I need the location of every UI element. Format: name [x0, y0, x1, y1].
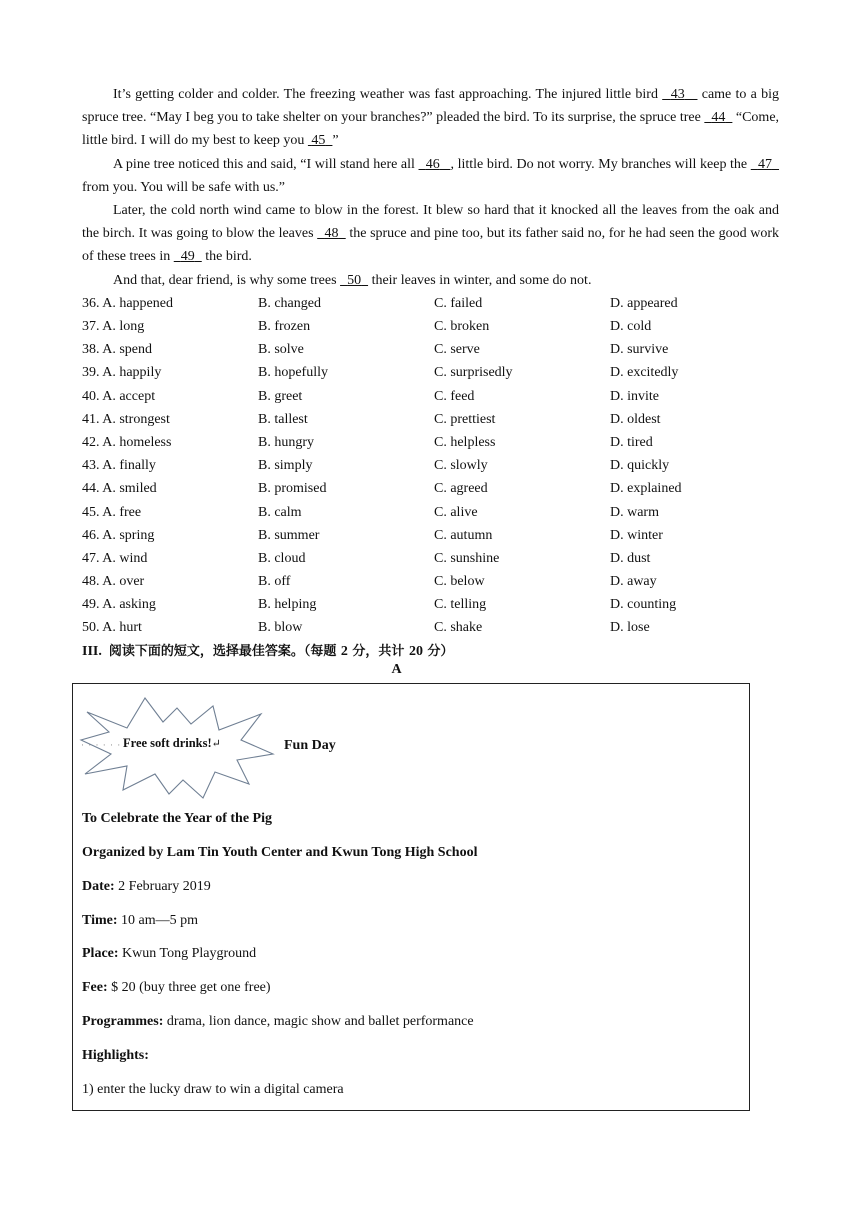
option-row	[82, 570, 779, 593]
option-d[interactable]: D. winter	[610, 527, 663, 543]
option-a[interactable]	[82, 477, 258, 500]
option-b[interactable]: B. frozen	[258, 319, 311, 335]
option-row	[82, 315, 779, 338]
option-c[interactable]: C. broken	[434, 319, 490, 335]
option-row	[82, 477, 779, 500]
option-a-label: A. smiled	[102, 481, 157, 497]
option-d[interactable]: D. lose	[610, 620, 650, 636]
notice-title: Fun Day	[284, 738, 336, 753]
option-d[interactable]: D. warm	[610, 504, 659, 520]
blank-47[interactable]: 47	[757, 156, 772, 172]
notice-highlights: Highlights:	[82, 1048, 149, 1063]
question-number: 43.	[82, 458, 100, 474]
notice-celebrate: To Celebrate the Year of the Pig	[82, 811, 272, 826]
option-a[interactable]	[82, 338, 258, 361]
question-number: 48.	[82, 574, 100, 590]
paragraph-2: A pine tree noticed this and said, “I will stand here all 46 , little bird. Do not worry. My branches will keep the 47 from you. You will be safe with us.”	[82, 153, 779, 199]
option-d[interactable]: D. survive	[610, 342, 669, 358]
passage-letter: A	[391, 662, 402, 677]
question-number: 42.	[82, 434, 100, 450]
blank-43[interactable]: 43	[670, 87, 685, 102]
question-number: 50.	[82, 620, 100, 636]
option-a-label: A. asking	[102, 597, 156, 613]
option-b[interactable]: B. hungry	[258, 434, 314, 450]
option-a-label: A. free	[102, 504, 142, 520]
option-d[interactable]: D. tired	[610, 434, 653, 450]
option-b[interactable]: B. simply	[258, 458, 313, 474]
question-number: 41.	[82, 411, 100, 427]
notice-highlight-1: 1) enter the lucky draw to win a digital camera	[82, 1082, 344, 1097]
option-row	[82, 454, 779, 477]
option-a[interactable]	[82, 315, 258, 338]
option-a[interactable]	[82, 593, 258, 616]
option-a[interactable]	[82, 454, 258, 477]
notice-fee: Fee: $ 20 (buy three get one free)	[82, 980, 271, 995]
option-row	[82, 338, 779, 361]
option-b[interactable]: B. calm	[258, 504, 302, 520]
question-number: 36.	[82, 295, 100, 311]
option-a-label: A. homeless	[102, 434, 172, 450]
notice-box	[72, 683, 750, 1111]
option-a-label: A. happened	[102, 295, 173, 311]
blank-48[interactable]: 48	[324, 226, 339, 242]
question-number: 47.	[82, 550, 100, 566]
option-d[interactable]: D. counting	[610, 597, 677, 613]
option-c[interactable]: C. helpless	[434, 434, 496, 450]
option-a-label: A. happily	[102, 365, 162, 381]
option-a-label: A. over	[102, 574, 145, 590]
option-c[interactable]: C. autumn	[434, 527, 493, 543]
option-b[interactable]: B. cloud	[258, 550, 306, 566]
notice-place: Place: Kwun Tong Playground	[82, 946, 257, 961]
question-number: 37.	[82, 319, 100, 335]
question-number: 46.	[82, 527, 100, 543]
option-c[interactable]: C. slowly	[434, 458, 488, 474]
option-a-label: A. hurt	[102, 620, 142, 636]
option-c[interactable]: C. feed	[434, 388, 475, 404]
option-c[interactable]: C. failed	[434, 295, 483, 311]
option-a[interactable]	[82, 547, 258, 570]
options-list	[82, 292, 779, 640]
blank-46[interactable]: 46	[425, 156, 440, 172]
option-b[interactable]: B. solve	[258, 342, 304, 358]
option-d[interactable]: D. away	[610, 574, 657, 590]
option-row	[82, 385, 779, 408]
return-mark-icon: ↵	[211, 738, 221, 750]
option-a[interactable]	[82, 408, 258, 431]
option-d[interactable]: D. cold	[610, 319, 652, 335]
option-c[interactable]: C. alive	[434, 504, 478, 520]
notice-organized: Organized by Lam Tin Youth Center and Kwun Tong High School	[82, 845, 478, 860]
starburst-dots: · · · · · ·	[81, 740, 122, 750]
option-c[interactable]: C. sunshine	[434, 550, 500, 566]
option-a[interactable]	[82, 431, 258, 454]
option-a-label: A. long	[102, 319, 145, 335]
option-a[interactable]	[82, 524, 258, 547]
option-a-label: A. wind	[102, 550, 148, 566]
option-a[interactable]	[82, 501, 258, 524]
paragraph-1: It’s getting colder and colder. The freezing weather was fast approaching. The injured little bird 43 came to a big spruce tree. “May I beg you to take shelter on your branches?” pleaded the bird. To its surprise, the spruce tree 44 “Come, little bird. I will do my best to keep you 45 ”	[82, 87, 780, 149]
question-number: 38.	[82, 342, 100, 358]
option-a[interactable]	[82, 616, 258, 639]
option-c[interactable]: C. telling	[434, 597, 487, 613]
option-a-label: A. finally	[102, 458, 156, 474]
option-d[interactable]: D. explained	[610, 481, 682, 497]
option-a-label: A. spend	[102, 342, 153, 358]
question-number: 49.	[82, 597, 100, 613]
section-heading: III. 阅读下面的短文，选择最佳答案。（每题 2 分，共计 20 分）	[82, 643, 454, 659]
option-a[interactable]	[82, 361, 258, 384]
notice-date: Date: 2 February 2019	[82, 879, 211, 894]
option-c[interactable]: C. serve	[434, 342, 480, 358]
option-a[interactable]	[82, 570, 258, 593]
option-d[interactable]: D. excitedly	[610, 365, 679, 381]
option-row	[82, 431, 779, 454]
option-d[interactable]: D. dust	[610, 550, 651, 566]
option-a-label: A. spring	[102, 527, 155, 543]
option-b[interactable]: B. off	[258, 574, 291, 590]
option-b[interactable]: B. hopefully	[258, 365, 328, 381]
option-b[interactable]: B. blow	[258, 620, 303, 636]
option-b[interactable]: B. tallest	[258, 411, 308, 427]
option-b[interactable]: B. changed	[258, 295, 321, 311]
option-row	[82, 616, 779, 639]
question-number: 45.	[82, 504, 100, 520]
option-a-label: A. accept	[102, 388, 156, 404]
notice-time: Time: 10 am—5 pm	[82, 913, 199, 928]
option-row	[82, 524, 779, 547]
option-row	[82, 361, 779, 384]
option-a[interactable]	[82, 292, 258, 315]
option-b[interactable]: B. summer	[258, 527, 320, 543]
option-a[interactable]	[82, 385, 258, 408]
option-d[interactable]: D. appeared	[610, 295, 678, 311]
blank-49[interactable]: 49	[180, 249, 195, 265]
cloze-passage	[82, 83, 779, 663]
blank-44[interactable]: 44	[711, 110, 726, 126]
starburst-text: Free soft drinks!↵	[123, 736, 221, 750]
option-row	[82, 292, 779, 315]
option-row	[82, 408, 779, 431]
option-c[interactable]: C. shake	[434, 620, 483, 636]
option-b[interactable]: B. promised	[258, 481, 327, 497]
option-c[interactable]: C. below	[434, 574, 485, 590]
option-c[interactable]: C. agreed	[434, 481, 488, 497]
option-a-label: A. strongest	[102, 411, 170, 427]
option-b[interactable]: B. greet	[258, 388, 303, 404]
blank-45[interactable]: 45	[311, 133, 326, 149]
question-number: 40.	[82, 388, 100, 404]
option-row	[82, 547, 779, 570]
option-c[interactable]: C. prettiest	[434, 411, 496, 427]
notice-programmes: Programmes: drama, lion dance, magic show and ballet performance	[82, 1014, 474, 1029]
question-number: 44.	[82, 481, 100, 497]
option-d[interactable]: D. quickly	[610, 458, 670, 474]
option-row	[82, 501, 779, 524]
option-row	[82, 593, 779, 616]
paragraph-4: And that, dear friend, is why some trees 50 their leaves in winter, and some do not.	[113, 272, 592, 288]
option-d[interactable]: D. oldest	[610, 411, 661, 427]
option-d[interactable]: D. invite	[610, 388, 659, 404]
option-c[interactable]: C. surprisedly	[434, 365, 513, 381]
blank-50[interactable]: 50	[347, 272, 362, 288]
option-b[interactable]: B. helping	[258, 597, 317, 613]
question-number: 39.	[82, 365, 100, 381]
paragraph-3: Later, the cold north wind came to blow in the forest. It blew so hard that it knocked all the leaves from the oak and the birch. It was going to blow the leaves 48 the spruce and pine too, but its father said no, for he had seen the good work of these trees in 49 the bird.	[82, 203, 780, 265]
